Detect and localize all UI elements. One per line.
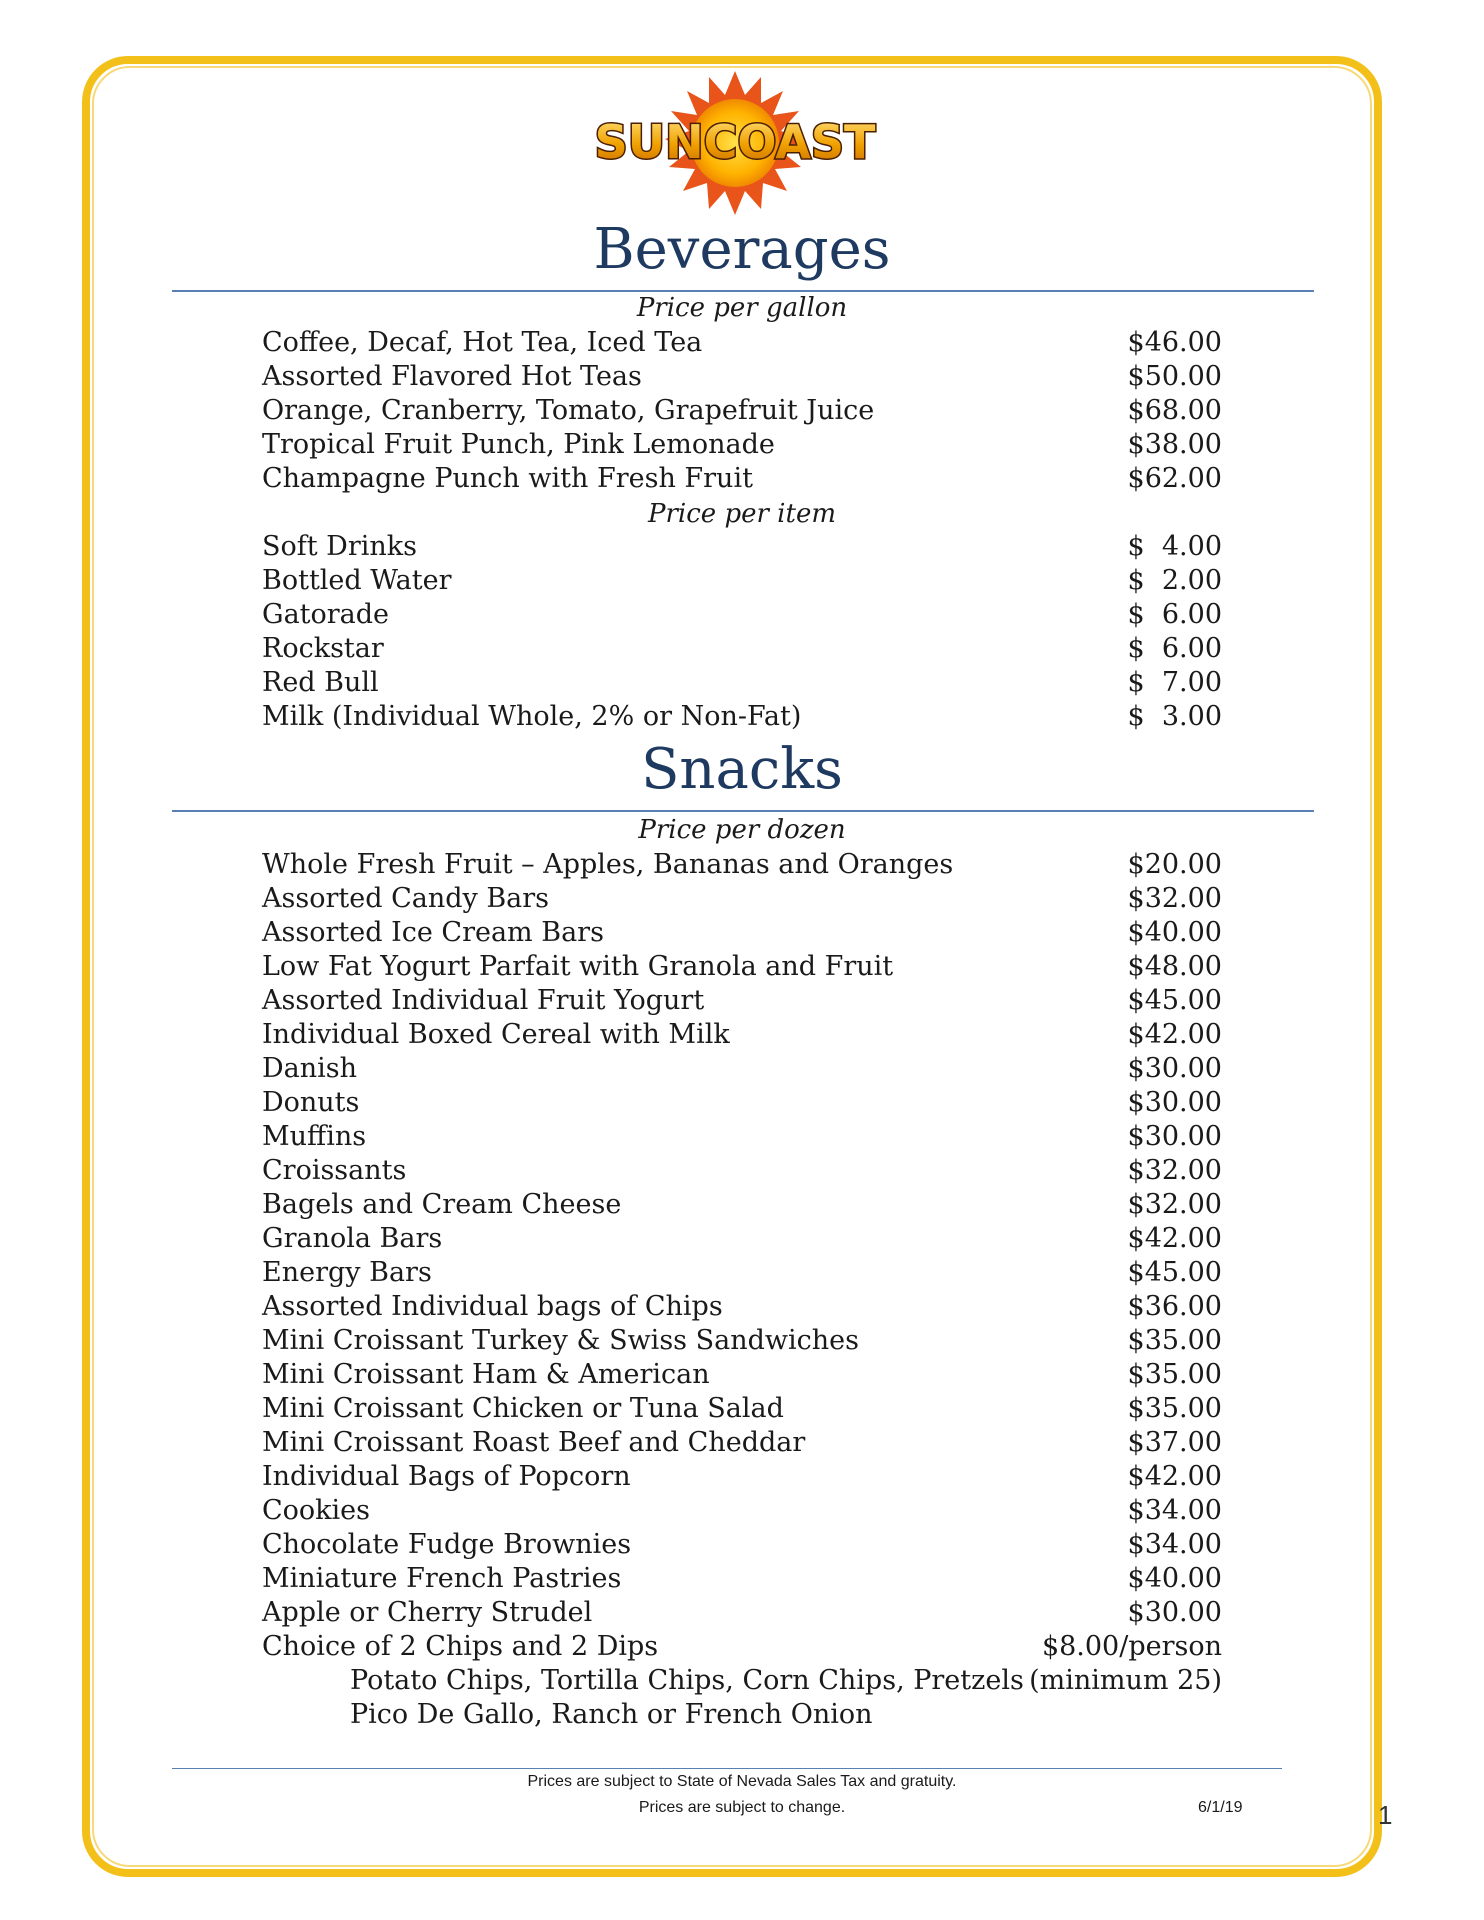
item-price: $20.00	[1127, 849, 1222, 880]
menu-item	[262, 462, 1222, 496]
item-name: Apple or Cherry Strudel	[262, 1597, 593, 1628]
item-price: $40.00	[1127, 1563, 1222, 1594]
menu-item	[262, 1528, 1222, 1562]
menu-item	[262, 1222, 1222, 1256]
snacks-rule	[172, 810, 1314, 812]
page-number: 1	[1378, 1800, 1393, 1830]
item-price: $35.00	[1127, 1359, 1222, 1390]
item-name: Croissants	[262, 1155, 407, 1186]
menu-item	[262, 1358, 1222, 1392]
item-price: $8.00/person	[1041, 1631, 1222, 1662]
item-price: $ 2.00	[1127, 565, 1222, 596]
item-price: $32.00	[1127, 1189, 1222, 1220]
footer-date: 6/1/19	[1198, 1799, 1243, 1816]
item-price: $34.00	[1127, 1495, 1222, 1526]
item-name: Assorted Individual bags of Chips	[262, 1291, 723, 1322]
item-price: $62.00	[1127, 463, 1222, 494]
menu-item	[262, 1018, 1222, 1052]
item-name: Individual Boxed Cereal with Milk	[262, 1019, 730, 1050]
item-price: $ 6.00	[1127, 633, 1222, 664]
menu-item	[262, 326, 1222, 360]
item-price: $40.00	[1127, 917, 1222, 948]
item-price: $37.00	[1127, 1427, 1222, 1458]
item-name: Assorted Ice Cream Bars	[262, 917, 604, 948]
item-name: Orange, Cranberry, Tomato, Grapefruit Juice	[262, 395, 875, 426]
item-price: $38.00	[1127, 429, 1222, 460]
item-name: Cookies	[262, 1495, 370, 1526]
suncoast-logo	[585, 68, 885, 218]
dips-options: Pico De Gallo, Ranch or French Onion	[350, 1699, 873, 1730]
item-price: $30.00	[1127, 1597, 1222, 1628]
item-name: Champagne Punch with Fresh Fruit	[262, 463, 753, 494]
menu-item	[262, 1562, 1222, 1596]
item-price: $35.00	[1127, 1393, 1222, 1424]
menu-item	[262, 1120, 1222, 1154]
logo-wordmark: SUNCOAST	[594, 115, 876, 169]
item-name: Gatorade	[262, 599, 390, 630]
menu-item	[262, 360, 1222, 394]
item-price: $42.00	[1127, 1461, 1222, 1492]
item-price: $30.00	[1127, 1053, 1222, 1084]
menu-item	[262, 1154, 1222, 1188]
menu-item	[262, 394, 1222, 428]
menu-item	[262, 1392, 1222, 1426]
menu-item	[262, 1494, 1222, 1528]
item-name: Chocolate Fudge Brownies	[262, 1529, 632, 1560]
item-price: $30.00	[1127, 1121, 1222, 1152]
item-price: $42.00	[1127, 1223, 1222, 1254]
item-name: Coffee, Decaf, Hot Tea, Iced Tea	[262, 327, 703, 358]
beverages-heading: Beverages	[593, 217, 891, 282]
item-name: Red Bull	[262, 667, 379, 698]
item-name: Energy Bars	[262, 1257, 432, 1288]
item-price: $32.00	[1127, 1155, 1222, 1186]
item-name: Danish	[262, 1053, 358, 1084]
item-name: Soft Drinks	[262, 531, 417, 562]
item-name: Mini Croissant Turkey & Swiss Sandwiches	[262, 1325, 859, 1356]
price-per-gallon-label: Price per gallon	[636, 293, 848, 323]
menu-item	[262, 1086, 1222, 1120]
item-price: $ 4.00	[1127, 531, 1222, 562]
item-price: $35.00	[1127, 1325, 1222, 1356]
chips-options: Potato Chips, Tortilla Chips, Corn Chips, Pretzels	[350, 1665, 1024, 1696]
menu-item	[262, 700, 1222, 734]
item-name: Miniature French Pastries	[262, 1563, 622, 1594]
menu-item	[262, 564, 1222, 598]
item-name: Bottled Water	[262, 565, 452, 596]
menu-item	[262, 666, 1222, 700]
menu-item	[262, 598, 1222, 632]
menu-item	[262, 1256, 1222, 1290]
item-price: $50.00	[1127, 361, 1222, 392]
item-price: $48.00	[1127, 951, 1222, 982]
menu-item	[262, 1188, 1222, 1222]
menu-item	[262, 1324, 1222, 1358]
footer-tax-note: Prices are subject to State of Nevada Sales Tax and gratuity.	[527, 1773, 957, 1790]
menu-item	[262, 632, 1222, 666]
chips-minimum: (minimum 25)	[1029, 1665, 1222, 1696]
item-price: $68.00	[1127, 395, 1222, 426]
item-price: $ 7.00	[1127, 667, 1222, 698]
footer-change-note: Prices are subject to change.	[638, 1799, 846, 1816]
item-name: Milk (Individual Whole, 2% or Non-Fat)	[262, 701, 802, 732]
item-price: $34.00	[1127, 1529, 1222, 1560]
menu-item	[262, 984, 1222, 1018]
item-name: Bagels and Cream Cheese	[262, 1189, 622, 1220]
item-name: Granola Bars	[262, 1223, 443, 1254]
menu-item	[262, 428, 1222, 462]
menu-item	[262, 916, 1222, 950]
item-name: Assorted Flavored Hot Teas	[262, 361, 642, 392]
item-name: Tropical Fruit Punch, Pink Lemonade	[262, 429, 775, 460]
item-price: $42.00	[1127, 1019, 1222, 1050]
item-price: $ 6.00	[1127, 599, 1222, 630]
item-name: Individual Bags of Popcorn	[262, 1461, 631, 1492]
item-name: Low Fat Yogurt Parfait with Granola and Fruit	[262, 951, 894, 982]
item-price: $ 3.00	[1127, 701, 1222, 732]
menu-item	[262, 1460, 1222, 1494]
item-name: Mini Croissant Roast Beef and Cheddar	[262, 1427, 806, 1458]
item-price: $32.00	[1127, 883, 1222, 914]
item-price: $30.00	[1127, 1087, 1222, 1118]
item-name: Choice of 2 Chips and 2 Dips	[262, 1631, 659, 1662]
menu-item	[262, 1630, 1222, 1664]
menu-item	[262, 1426, 1222, 1460]
item-price: $45.00	[1127, 1257, 1222, 1288]
item-name: Mini Croissant Ham & American	[262, 1359, 710, 1390]
price-per-dozen-label: Price per dozen	[638, 815, 846, 845]
footer-rule	[172, 1768, 1282, 1769]
item-name: Whole Fresh Fruit – Apples, Bananas and Oranges	[262, 849, 954, 880]
menu-item	[262, 1052, 1222, 1086]
item-name: Mini Croissant Chicken or Tuna Salad	[262, 1393, 784, 1424]
price-per-item-label: Price per item	[648, 499, 836, 529]
menu-item	[262, 1596, 1222, 1630]
menu-item	[262, 848, 1222, 882]
item-name: Muffins	[262, 1121, 367, 1152]
item-price: $36.00	[1127, 1291, 1222, 1322]
snacks-heading: Snacks	[641, 737, 843, 802]
item-price: $46.00	[1127, 327, 1222, 358]
item-name: Assorted Individual Fruit Yogurt	[262, 985, 705, 1016]
menu-item	[262, 530, 1222, 564]
item-name: Assorted Candy Bars	[262, 883, 550, 914]
menu-item	[262, 950, 1222, 984]
item-name: Rockstar	[262, 633, 384, 664]
menu-item	[262, 882, 1222, 916]
item-name: Donuts	[262, 1087, 360, 1118]
menu-item	[262, 1290, 1222, 1324]
item-price: $45.00	[1127, 985, 1222, 1016]
